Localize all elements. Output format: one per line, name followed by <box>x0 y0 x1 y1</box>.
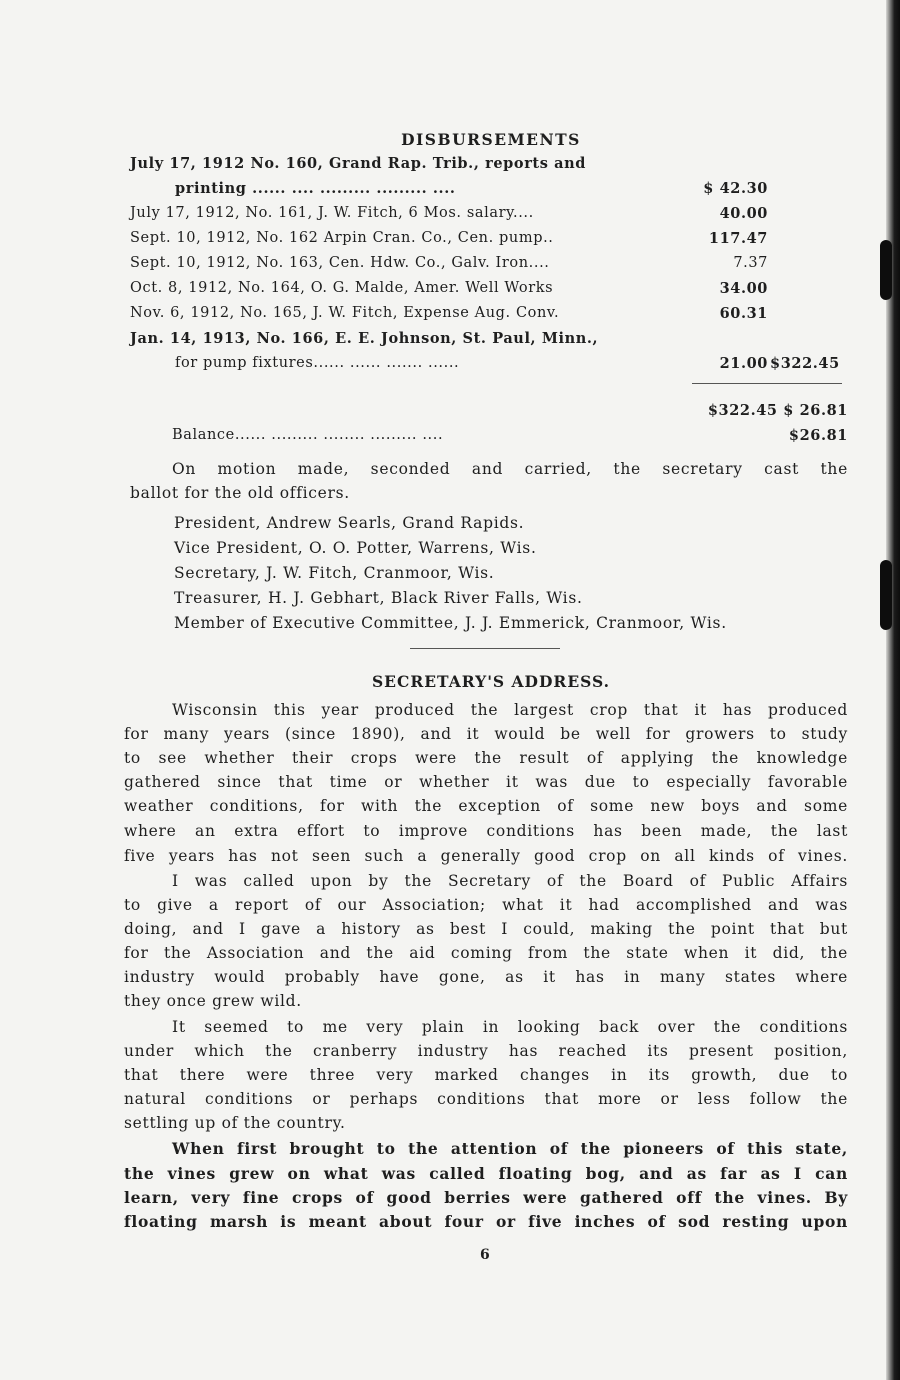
address-line: to give a report of our Association; what it had accomplished and was <box>124 896 848 914</box>
page-number: 6 <box>480 1247 490 1263</box>
sum-line: $322.45 $ 26.81 <box>707 402 848 419</box>
disbursement-entry: Sept. 10, 1912, No. 163, Cen. Hdw. Co., Galv. Iron.... <box>130 255 550 271</box>
disbursement-entry: Jan. 14, 1913, No. 166, E. E. Johnson, St. Paul, Minn., <box>130 330 599 347</box>
disbursement-entry: Nov. 6, 1912, No. 165, J. W. Fitch, Expense Aug. Conv. <box>130 305 560 321</box>
address-line: under which the cranberry industry has reached its present position, <box>124 1042 848 1060</box>
address-line: for the Association and the aid coming from the state when it did, the <box>124 944 848 962</box>
address-line: When first brought to the attention of the pioneers of this state, <box>172 1139 848 1158</box>
disbursement-amount: 40.00 <box>719 205 768 222</box>
address-line: settling up of the country. <box>124 1114 346 1132</box>
address-line: I was called upon by the Secretary of the Board of Public Affairs <box>172 872 848 890</box>
address-line: Wisconsin this year produced the largest crop that it has produced <box>172 701 848 719</box>
disbursement-amount: 60.31 <box>719 305 768 322</box>
address-line: where an extra effort to improve conditions has been made, the last <box>124 822 848 840</box>
balance-label: Balance...... ......... ........ ......... .... <box>172 427 444 443</box>
address-line: learn, very fine crops of good berries were gathered off the vines. By <box>124 1188 848 1207</box>
motion-line: On motion made, seconded and carried, the secretary cast the <box>172 460 848 478</box>
disbursements-heading: DISBURSEMENTS <box>401 130 581 149</box>
address-line: gathered since that time or whether it was due to especially favorable <box>124 773 848 791</box>
address-line: natural conditions or perhaps conditions that more or less follow the <box>124 1090 848 1108</box>
disbursement-total: $322.45 <box>770 355 840 372</box>
disbursement-entry: Sept. 10, 1912, No. 162 Arpin Cran. Co., Cen. pump.. <box>130 230 554 246</box>
address-line: they once grew wild. <box>124 992 302 1010</box>
address-heading: SECRETARY'S ADDRESS. <box>371 672 611 691</box>
officer-line: Member of Executive Committee, J. J. Emmerick, Cranmoor, Wis. <box>174 614 727 632</box>
section-divider <box>410 648 560 649</box>
address-line: doing, and I gave a history as best I could, making the point that but <box>124 920 848 938</box>
disbursement-amount: 7.37 <box>733 255 768 271</box>
officer-line: Treasurer, H. J. Gebhart, Black River Falls, Wis. <box>174 589 583 607</box>
scan-edge-mark <box>880 240 892 300</box>
address-line: weather conditions, for with the exception of some new boys and some <box>124 797 848 815</box>
disbursement-entry-cont: printing ...... .... ......... ......... .... <box>175 180 456 197</box>
officer-line: Vice President, O. O. Potter, Warrens, Wis. <box>174 539 537 557</box>
disbursement-amount: 21.00 <box>719 355 768 372</box>
address-line: industry would probably have gone, as it has in many states where <box>124 968 848 986</box>
disbursement-entry: July 17, 1912, No. 161, J. W. Fitch, 6 Mos. salary.... <box>130 205 534 221</box>
address-line: the vines grew on what was called floating bog, and as far as I can <box>124 1164 848 1183</box>
disbursement-entry: July 17, 1912 No. 160, Grand Rap. Trib., reports and <box>130 155 587 172</box>
address-line: five years has not seen such a generally good crop on all kinds of vines. <box>124 847 848 865</box>
address-line: It seemed to me very plain in looking back over the conditions <box>172 1018 848 1036</box>
officer-line: President, Andrew Searls, Grand Rapids. <box>174 514 525 532</box>
motion-line: ballot for the old officers. <box>130 484 350 502</box>
scan-edge-mark <box>880 560 892 630</box>
officer-line: Secretary, J. W. Fitch, Cranmoor, Wis. <box>174 564 495 582</box>
address-line: for many years (since 1890), and it would be well for growers to study <box>124 725 848 743</box>
disbursement-amount: $ 42.30 <box>703 180 768 197</box>
total-rule <box>692 383 842 384</box>
disbursement-amount: 34.00 <box>719 280 768 297</box>
disbursement-amount: 117.47 <box>708 230 768 247</box>
disbursement-entry-cont: for pump fixtures...... ...... ....... ...... <box>175 355 460 371</box>
address-line: floating marsh is meant about four or five inches of sod resting upon <box>124 1212 848 1231</box>
address-line: to see whether their crops were the result of applying the knowledge <box>124 749 848 767</box>
address-line: that there were three very marked changes in its growth, due to <box>124 1066 848 1084</box>
disbursement-entry: Oct. 8, 1912, No. 164, O. G. Malde, Amer. Well Works <box>130 280 554 296</box>
balance-amount: $26.81 <box>788 427 848 444</box>
